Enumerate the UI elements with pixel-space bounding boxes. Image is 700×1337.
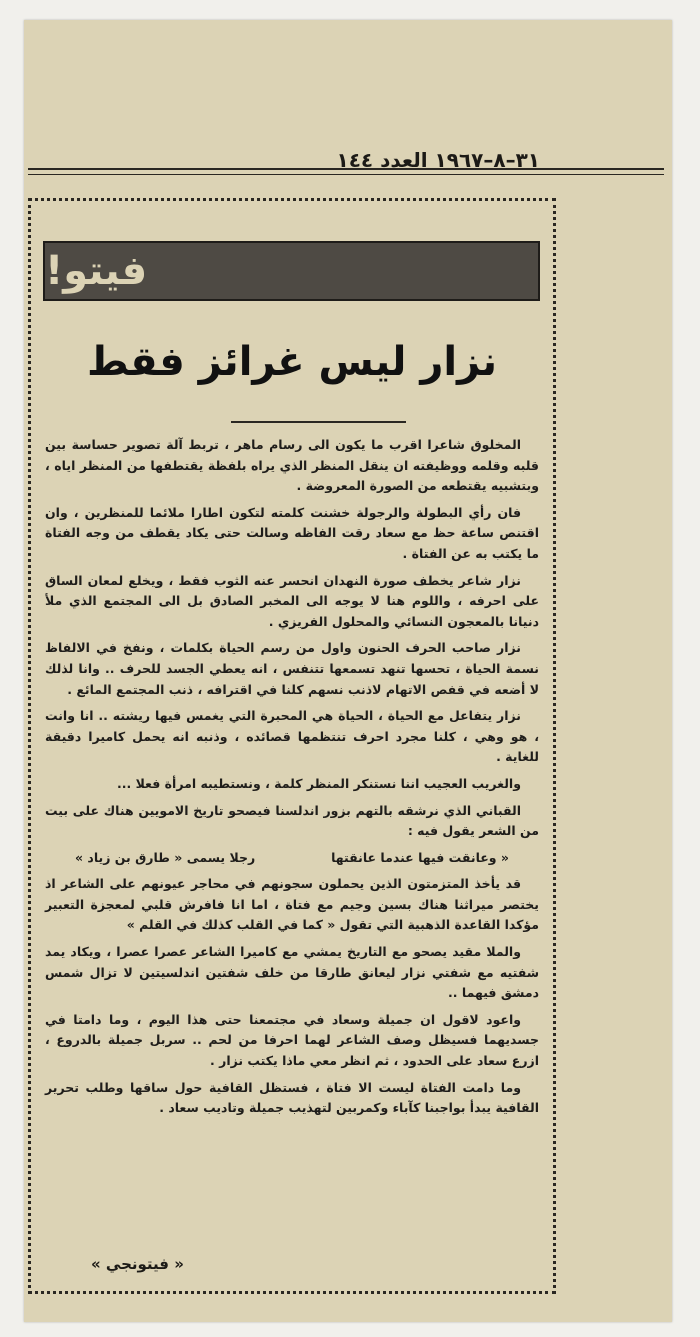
column-banner: فيتو! xyxy=(43,241,540,301)
author-signature: « فيتونجي » xyxy=(91,1255,184,1273)
paragraph: المخلوق شاعرا اقرب ما يكون الى رسام ماهر ، تربط آلة تصوير حساسة بين قلبه وقلمه ووظيفته ان ينقل المنظر الذي يراه بلفظة يقتطفها من المنظر اياه ، وبتشبيه يقتطعه من الصورة المعروضة . xyxy=(45,437,539,494)
paragraph: والغريب العجيب اننا نستنكر المنظر كلمة ، ونستطيبه امرأة فعلا ... xyxy=(116,775,521,791)
paragraph: والملا مقيد يصحو مع التاريخ يمشي مع كاميرا الشاعر عصرا عصرا ، ويكاد يمد شفتيه مع شفتي نزار ليعانق طارقا من خلف شفتين اندلسيتين لا تزال شمس دمشق فيهما .. xyxy=(45,944,539,1001)
paragraph: نزار صاحب الحرف الحنون واول من رسم الحياة بكلمات ، ونفخ في الالفاظ نسمة الحياة ، تحسها تنهد تسمعها تتنفس ، انه يعطي الجسد للحرف .. وانا لذلك لا أضعه في قفص الاتهام لاذنب نسهم كلنا في اقترافه ، ذنب المجتمع المائع . xyxy=(45,640,539,697)
paragraph: واعود لاقول ان جميلة وسعاد في مجتمعنا حتى هذا اليوم ، وما دامتا في جسديهما فسيظل وصف الشاعر لهما احرفا من لحم .. سربل جميلة بالدروع ، ازرع سعاد على الحدود ، ثم انظر معي ماذا يكتب نزار . xyxy=(45,1011,539,1069)
paragraph: وما دامت الفتاة ليست الا فتاة ، فستظل القافية حول ساقها وطلب تحرير القافية يبدأ بواجبنا كآباء وكمربين لتهذيب جميلة وتاديب سعاد . xyxy=(45,1079,539,1116)
paragraph: قد يأخذ المتزمتون الذين يحملون سجونهم في محاجر عيونهم على الشاعر اذ يختصر ميراثنا هناك بسين وجيم مع فتاة ، اما انا فافرش قلبي لمعجزة التعبير مؤكدا القاعدة الذهبية التي تقول « كما في القلب كذلك في القلم » xyxy=(45,876,539,933)
header-rule xyxy=(28,168,664,170)
poem-verse xyxy=(45,848,539,869)
verse-first-half: « وعانقت فيها عندما عانقتها xyxy=(331,849,509,865)
headline-divider xyxy=(231,421,406,423)
newspaper-clipping xyxy=(24,20,672,1322)
paragraph: نزار يتفاعل مع الحياة ، الحياة هي المحبرة التي يغمس فيها ريشته .. انا وانت ، هو وهي ، كلنا مجرد احرف تنتظمها قصائده ، وذنبه انه يحمل كاميرا دقيقة للغاية . xyxy=(45,708,539,765)
issue-date-line: ٣١–٨–١٩٦٧ العدد ١٤٤ xyxy=(336,148,540,172)
article-headline: نزار ليس غرائز فقط xyxy=(87,339,497,385)
article-body xyxy=(45,435,539,1125)
paragraph: فان رأي البطولة والرجولة خشنت كلمته لتكون اطارا ملائما للمنظرين ، وان اقتنص ساعة حظ مع سعاد رقت الفاظه وسالت حتى يكاد يقطف من وجه الفتاة ما يكتب به عن الفتاة . xyxy=(45,504,539,561)
paragraph: نزار شاعر يخطف صورة النهدان انحسر عنه الثوب فقط ، ويخلع لمعان الساق على احرفه ، واللوم هنا لا يوجه الى المخبر الصادق بل الى المجتمع الذي ملأ دنيانا بالمعجون النسائي والمحلول الفريزي . xyxy=(45,572,539,629)
header-rule-thin xyxy=(28,174,664,175)
paragraph: القباني الذي نرشقه بالتهم بزور اندلسنا فيصحو تاريخ الامويين هناك على بيت من الشعر يقول فيه : xyxy=(45,802,539,839)
article-frame xyxy=(28,198,556,1294)
verse-second-half: رجلا يسمى « طارق بن زياد » xyxy=(75,849,256,865)
